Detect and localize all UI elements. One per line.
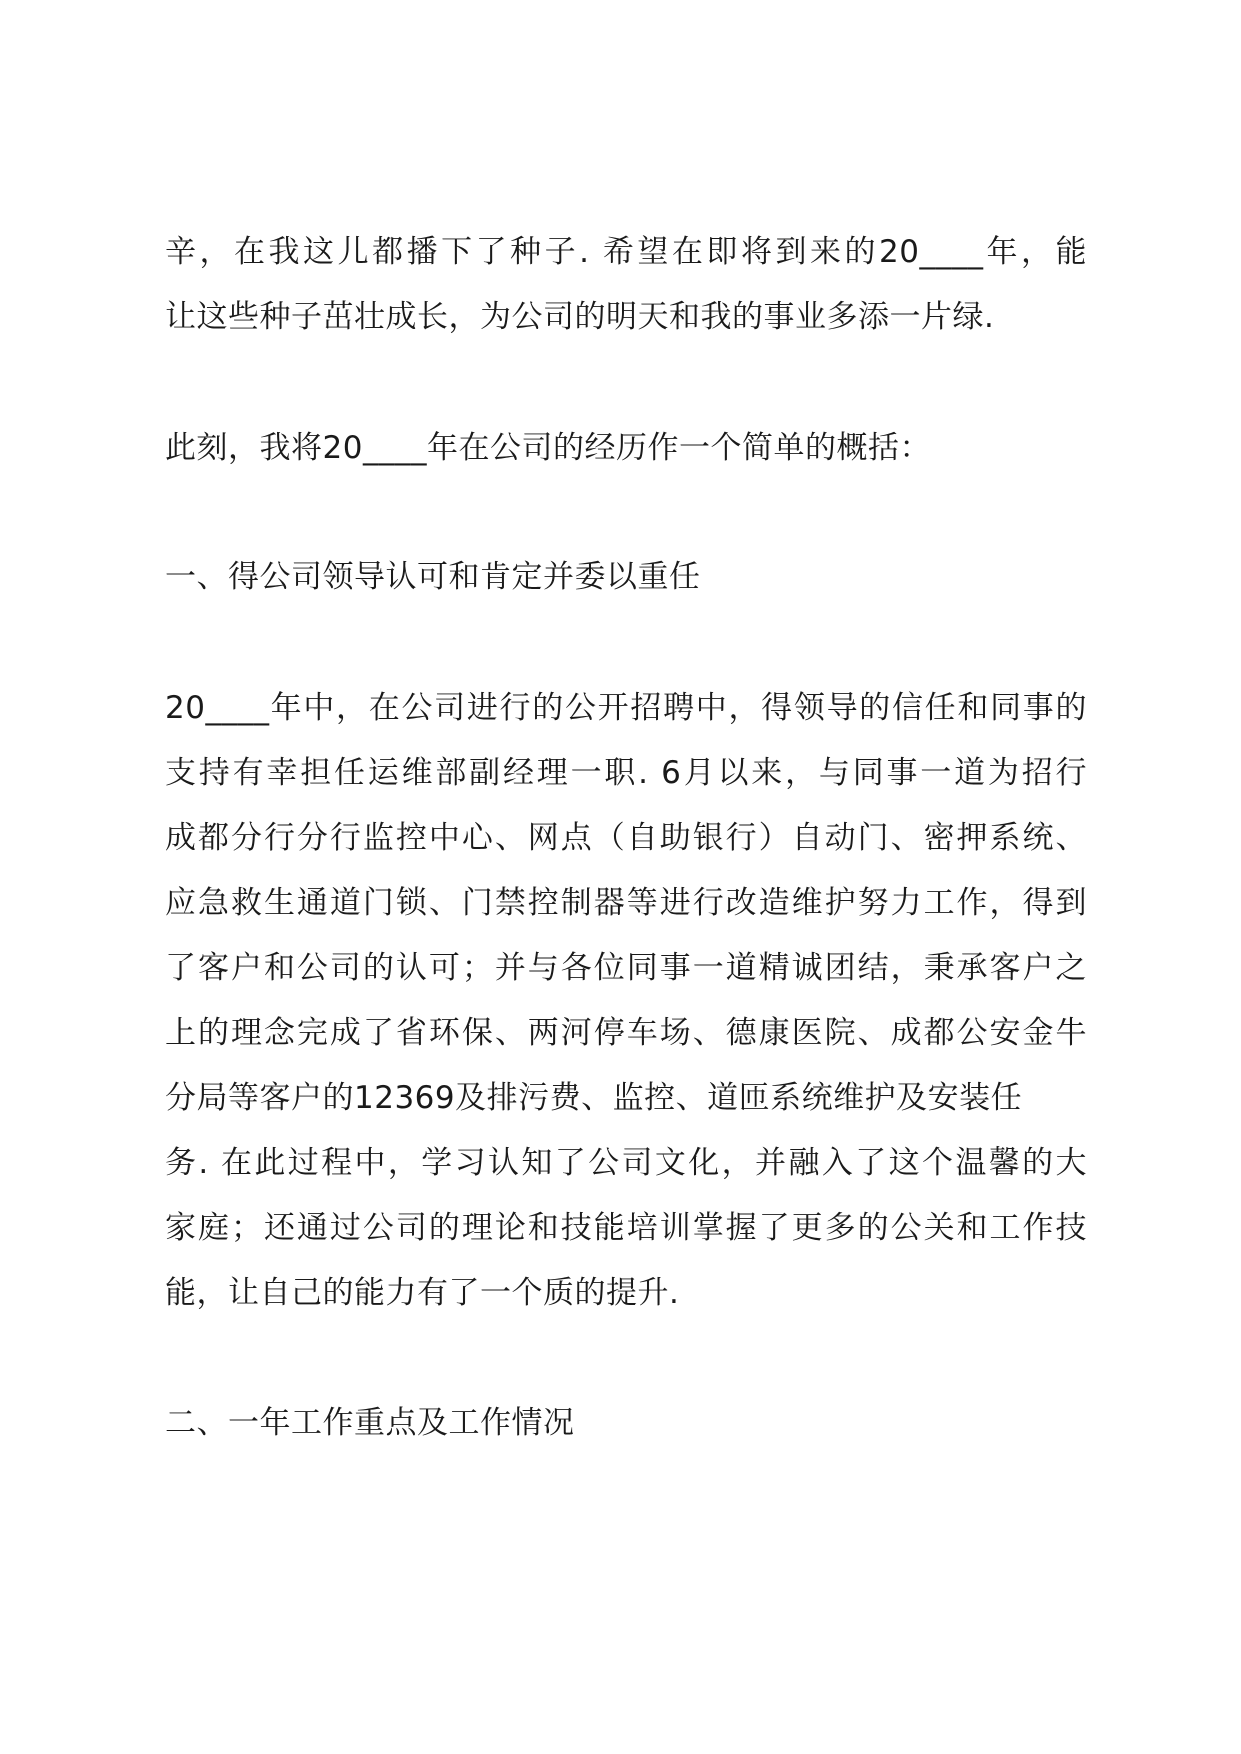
- section1-line-8: 务. 在此过程中，学习认知了公司文化，并融入了这个温馨的大: [165, 1145, 1087, 1181]
- summary-intro: 此刻，我将20____年在公司的经历作一个简单的概括：: [165, 430, 931, 466]
- section1-line-1: 20____年中，在公司进行的公开招聘中，得领导的信任和同事的: [165, 690, 1087, 726]
- section1-line-10: 能，让自己的能力有了一个质的提升.: [165, 1275, 680, 1311]
- section1-line-5: 了客户和公司的认可；并与各位同事一道精诚团结，秉承客户之: [165, 950, 1087, 986]
- intro-line-1: 辛，在我这儿都播下了种子. 希望在即将到来的20____年，能: [165, 234, 1087, 270]
- section1-line-3: 成都分行分行监控中心、网点（自助银行）自动门、密押系统、: [165, 820, 1087, 856]
- section1-line-9: 家庭；还通过公司的理论和技能培训掌握了更多的公关和工作技: [165, 1210, 1087, 1246]
- section1-line-4: 应急救生通道门锁、门禁控制器等进行改造维护努力工作，得到: [165, 885, 1087, 921]
- section1-line-7: 分局等客户的12369及排污费、监控、道匝系统维护及安装任: [165, 1080, 1023, 1116]
- intro-line-2: 让这些种子茁壮成长，为公司的明天和我的事业多添一片绿.: [165, 299, 995, 335]
- section1-line-6: 上的理念完成了省环保、两河停车场、德康医院、成都公安金牛: [165, 1015, 1087, 1051]
- section1-line-2: 支持有幸担任运维部副经理一职. 6月以来，与同事一道为招行: [165, 755, 1087, 791]
- section2-heading: 二、一年工作重点及工作情况: [165, 1405, 575, 1441]
- section1-heading: 一、得公司领导认可和肯定并委以重任: [165, 559, 701, 595]
